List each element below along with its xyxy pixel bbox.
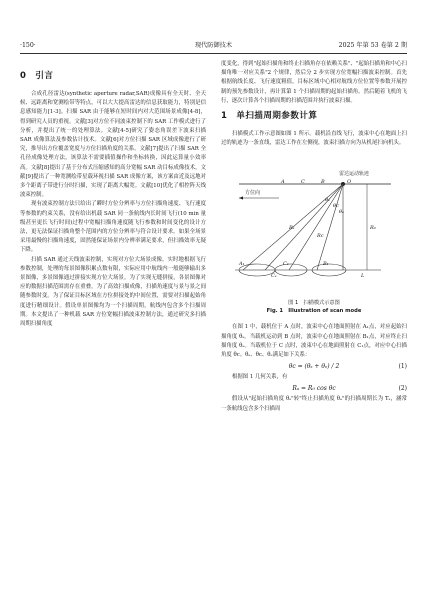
label-Rc: Rc (317, 233, 324, 240)
label-B: B (321, 179, 325, 186)
equation-1-number: (1) (398, 363, 407, 371)
label-A1: A₁ (239, 261, 245, 268)
left-column (20, 60, 206, 329)
label-A: A (281, 179, 285, 186)
page-number: ·150· (20, 42, 36, 49)
label-theta-c: θc (333, 203, 339, 210)
section1-paragraph-2: 在图 1 中，载机位于 A 点时，波束中心在地面照射在 A₁点，对应起始扫描角度 θₛ。当载机运动到 B 点时，波束中心在地面照射在 B₁点，对应终止扫描角度 θₑ。当载机位于 C 点时，波束中心在地面照射在 C₁点，对应中心扫描角度 θc。θₛ、θc、θₑ满足如下关系： (221, 324, 407, 359)
label-Rs: Rₛ (289, 225, 295, 232)
header-rule (20, 53, 407, 54)
label-L: L (361, 273, 365, 280)
beam-line-4 (317, 184, 343, 270)
intro-paragraph-3: 扫描 SAR 通过天线波束控制，实现对方位大场景成像。实时地根据飞行参数控制，处理的每景图像积累点数有限，实际应用中航线内一般能够输出多景图像，多景图像通过拼接实现方位大场景。为了实现无缝拼接，各景图像对应的数据扫描范围需存在重叠。为了高效扫描成像，扫描角速度与景与景之间随参数时变。为了保证目标区域在方位拼接处的中间位置，需要对扫描起始角度进行精细设计。假设单景图像均为一个扫描周期，航线内包含多个扫描周期。本文提出了一种机载 SAR 方位宽幅扫描波束控制方法，通过研究多扫描周期扫描角度 (20, 256, 206, 328)
running-header (20, 40, 407, 52)
right-column (221, 60, 407, 414)
intro-paragraph-2: 现有波束控制方法只给出了瞬时方位分辨率与方位扫描角速度、飞行速度等参数的约束关系，没有给出机载 SAR 同一条航线内长时间飞行(10 min 量级甚至更长飞行时间)过程中宽幅扫描角速度随飞行参数和时间变化的设计方法，更无法保证扫描角整个范围内的方位分辨率与符合设计要求。如果全场景采用最慢的扫描角速度，固然能保证场景内分辨率满足要求，但扫描效率无疑下降。 (20, 201, 206, 254)
section1-paragraph-1: 扫描模式工作示意图如图 1 所示。载机沿直线飞行，波束中心在地面上扫过的轨迹为一条直线，雷达工作在左侧视，波束扫描方向为从机尾扫向机头。 (221, 131, 407, 147)
label-azimuth: 方位向 (245, 190, 261, 197)
label-radar-track: 雷达运动轨迹 (339, 171, 370, 178)
figure-caption-en: Fig. 1 Illustration of scan mode (266, 307, 362, 314)
equation-2-expression: Rₐ = R₀ cos θc (292, 385, 336, 393)
journal-name: 现代防御技术 (194, 42, 233, 49)
label-B1: B₁ (323, 261, 329, 268)
intro-paragraph-continued: 度变化，得到"起始扫描角和终止扫描角存在依赖关系"、"起始扫描角和中心扫描角唯一对应关系"2 个规律，然后分 2 步实现方位宽幅扫描波束控制。首先根据航线长度、飞行速度粗值，目标区域中心相对航线方位位置等参数开展控制的预先参数设计，再计算第 1 个扫描周期的起始扫描角。然后随着飞机的飞行，逐次计算各个扫描周期的扫描范围并执行波束扫描。 (221, 61, 407, 104)
issue-info: 2025 年第 53 卷第 2 期 (338, 42, 407, 49)
equation-1 (221, 360, 407, 373)
azimuth-arrowhead (239, 197, 243, 200)
section-heading-1: 1 单扫描周期参数计算 (221, 111, 318, 122)
figure-1 (221, 152, 407, 300)
label-C: C (301, 179, 305, 186)
section-heading-intro: 0 引言 (20, 71, 54, 81)
label-C1: C₁ (283, 261, 289, 268)
equation-2 (221, 382, 407, 395)
equation-1-expression: θc = (θₛ + θₑ) / 2 (288, 363, 340, 371)
label-theta-e: θₑ (339, 209, 344, 216)
equation-2-number: (2) (398, 385, 407, 393)
intro-paragraph-1: 合成孔径雷达(synthetic aperture radar,SAR)成像具有全天时、全天候、远距离和宽测绘带等特点，可以大大提高雷达的信息获取能力，特别是信息感知能力[1-3]。扫描 SAR 由于能够在短时间内对大范围场景成像[4-8]，得到研究人员的重视。文献[3]对方位不同波束控制下的 SAR 工作模式进行了分析，并提出了统一的处理算法。文献[4-5]研究了姿态角误差下波束扫描 SAR 成像算法及参数估计技术。文献[6]对方位扫描 SAR 区域成像进行了研究，推导出方位覆盖宽度与方位扫描角度的关系。文献[7]提出了扫描 SAR 全孔径成像处理方法，该算法不需要插值操作和坐标转换，因此运算量小效率高。文献[8]提出了基于分布式压缩感知的高分宽幅 SAR 动目标成像技术，文献[9]提出了一种宽测绘带星载环视扫描 SAR 成像方案，该方案由近及远地对多个距离子带进行分时扫描，实现了距离大幅宽。文献[10]优化了相控阵天线波束控制。 (20, 91, 206, 199)
beam-line-center (289, 184, 343, 270)
section1-paragraph-3: 根据图 1 几何关系，有 (232, 374, 288, 381)
label-theta-s: θₛ (325, 197, 330, 204)
label-Cs: Cₛ (271, 273, 277, 280)
label-O: O (347, 179, 352, 186)
figure-caption-cn: 图 1 扫描模式示意图 (288, 300, 340, 307)
label-R0: R₀ (370, 225, 376, 232)
scan-mode-diagram (221, 152, 407, 300)
section1-paragraph-4: 假设从"起始扫描角度 θₛ"转"终止扫描角度 θₑ"的扫描周期长为 Tₛ，涵常一条航线包含多个扫描周 (221, 396, 407, 412)
